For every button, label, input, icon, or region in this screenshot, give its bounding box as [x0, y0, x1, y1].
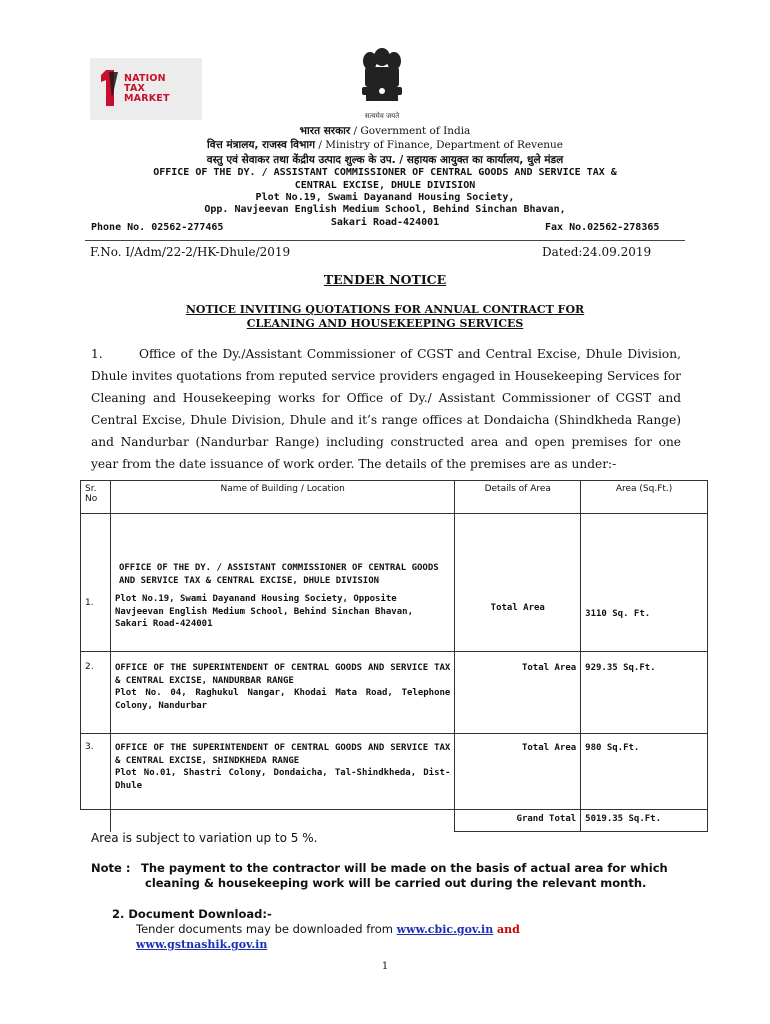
grand-total-label: Grand Total	[455, 810, 581, 832]
premises-table	[80, 480, 708, 832]
logo-line-2: TAX	[124, 83, 146, 94]
phone-number: Phone No. 02562-277465	[91, 222, 224, 233]
fax-number: Fax No.02562-278365	[545, 222, 660, 233]
row-location	[110, 734, 454, 810]
row-detail: Total Area	[455, 652, 581, 734]
note-label: Note :	[91, 861, 131, 875]
row-sr: 3.	[81, 734, 111, 810]
payment-note	[91, 861, 691, 891]
page-number: 1	[381, 961, 389, 972]
table-header-row	[81, 481, 708, 514]
header-details: Details of Area	[455, 481, 581, 514]
note-line-1: The payment to the contractor will be made on the basis of actual area for which	[141, 861, 668, 875]
paragraph-number: 1.	[91, 347, 103, 361]
row-location	[110, 652, 454, 734]
notice-heading-line-1: NOTICE INVITING QUOTATIONS FOR ANNUAL CONTRACT FOR	[185, 303, 585, 316]
logo-text	[124, 74, 170, 104]
table-row	[81, 652, 708, 734]
paragraph-text: Office of the Dy./Assistant Commissioner of CGST and Central Excise, Dhule Division, Dhule invites quotations from reputed service providers engaged in Housekeeping Services for Cleaning and Housekeeping works for Office of Dy./ Assistant Commissioner of CGST and Central Excise, Dhule Division, Dhule and it’s range offices at Dondaicha (Shindkheda Range) and Nandurbar (Nandurbar Range) including constructed area and open premises for one year from the date issuance of work order. The details of the premises are as under:-	[91, 347, 681, 471]
govt-english: / Government of India	[350, 125, 471, 137]
date: Dated:24.09.2019	[542, 245, 652, 259]
table-row	[81, 514, 708, 652]
emblem-caption: सत्यमेव जयते	[364, 112, 400, 120]
grand-total-value: 5019.35 Sq.Ft.	[581, 810, 708, 832]
location-address: Plot No.19, Swami Dayanand Housing Society, Opposite Navjeevan English Medium School, Behind Sinchan Bhavan, Sakari Road-424001	[114, 594, 413, 629]
location-title: OFFICE OF THE SUPERINTENDENT OF CENTRAL GOODS AND SERVICE TAX & CENTRAL EXCISE, SHINDKHEDA RANGE	[114, 743, 451, 766]
row-area: 980 Sq.Ft.	[581, 734, 708, 810]
location-title: OFFICE OF THE SUPERINTENDENT OF CENTRAL GOODS AND SERVICE TAX & CENTRAL EXCISE, NANDURBAR RANGE	[114, 663, 451, 686]
empty-cell	[81, 810, 111, 832]
empty-cell	[110, 810, 454, 832]
note-line-2: cleaning & housekeeping work will be carried out during the relevant month.	[145, 876, 647, 890]
office-line-2: CENTRAL EXCISE, DHULE DIVISION	[294, 180, 476, 191]
ministry-hindi: वित्त मंत्रालय, राजस्व विभाग	[206, 139, 316, 151]
row-location	[110, 514, 454, 652]
address-line-1: Plot No.19, Swami Dayanand Housing Society,	[255, 192, 515, 203]
document-download-section	[112, 907, 520, 952]
location-address: Plot No.01, Shastri Colony, Dondaicha, Tal-Shindkheda, Dist-Dhule	[114, 768, 451, 791]
ministry-line	[0, 138, 770, 152]
row-detail: Total Area	[455, 734, 581, 810]
row-detail: Total Area	[455, 514, 581, 652]
notice-heading-line-2: CLEANING AND HOUSEKEEPING SERVICES	[246, 317, 524, 330]
paragraph-1	[91, 343, 681, 475]
address-line-3: Sakari Road-424001	[330, 217, 440, 228]
location-title: OFFICE OF THE DY. / ASSISTANT COMMISSIONER OF CENTRAL GOODS AND SERVICE TAX & CENTRAL EXCISE, DHULE DIVISION	[118, 563, 439, 586]
grand-total-row	[81, 810, 708, 832]
table-row	[81, 734, 708, 810]
and-text: and	[493, 923, 520, 936]
download-heading: 2. Document Download:-	[112, 907, 272, 921]
header-sr-no: Sr. No	[81, 481, 111, 514]
location-address: Plot No. 04, Raghukul Nangar, Khodai Mata Road, Telephone Colony, Nandurbar	[114, 688, 451, 711]
office-hindi: वस्तु एवं सेवाकर तथा केंद्रीय उत्पाद शुल्क के उप. / सहायक आयुक्त का कार्यालय, धुले मंडल	[206, 154, 564, 166]
cbic-link[interactable]: www.cbic.gov.in	[396, 923, 494, 936]
tender-title: TENDER NOTICE	[323, 272, 447, 287]
govt-line	[0, 124, 770, 138]
address-line-2: Opp. Navjeevan English Medium School, Behind Sinchan Bhavan,	[204, 204, 566, 215]
logo-line-1: NATION	[124, 73, 166, 84]
header-area: Area (Sq.Ft.)	[581, 481, 708, 514]
header-name: Name of Building / Location	[110, 481, 454, 514]
row-area: 3110 Sq. Ft.	[581, 514, 708, 652]
ashoka-emblem-icon	[348, 45, 416, 123]
ministry-english: / Ministry of Finance, Department of Revenue	[315, 139, 564, 151]
logo-mark-icon	[98, 68, 120, 108]
row-area: 929.35 Sq.Ft.	[581, 652, 708, 734]
gstnashik-link[interactable]: www.gstnashik.gov.in	[136, 938, 268, 951]
download-text: Tender documents may be downloaded from	[136, 922, 397, 936]
header-divider	[85, 240, 685, 241]
govt-hindi: भारत सरकार	[299, 125, 351, 137]
office-line-1: OFFICE OF THE DY. / ASSISTANT COMMISSIONER OF CENTRAL GOODS AND SERVICE TAX &	[153, 167, 617, 178]
file-number: F.No. I/Adm/22-2/HK-Dhule/2019	[90, 245, 291, 259]
row-sr: 1.	[81, 514, 111, 652]
logo-line-3: MARKET	[124, 93, 170, 104]
row-sr: 2.	[81, 652, 111, 734]
area-variation-note: Area is subject to variation up to 5 %.	[91, 831, 318, 845]
nation-tax-market-logo	[90, 58, 202, 120]
